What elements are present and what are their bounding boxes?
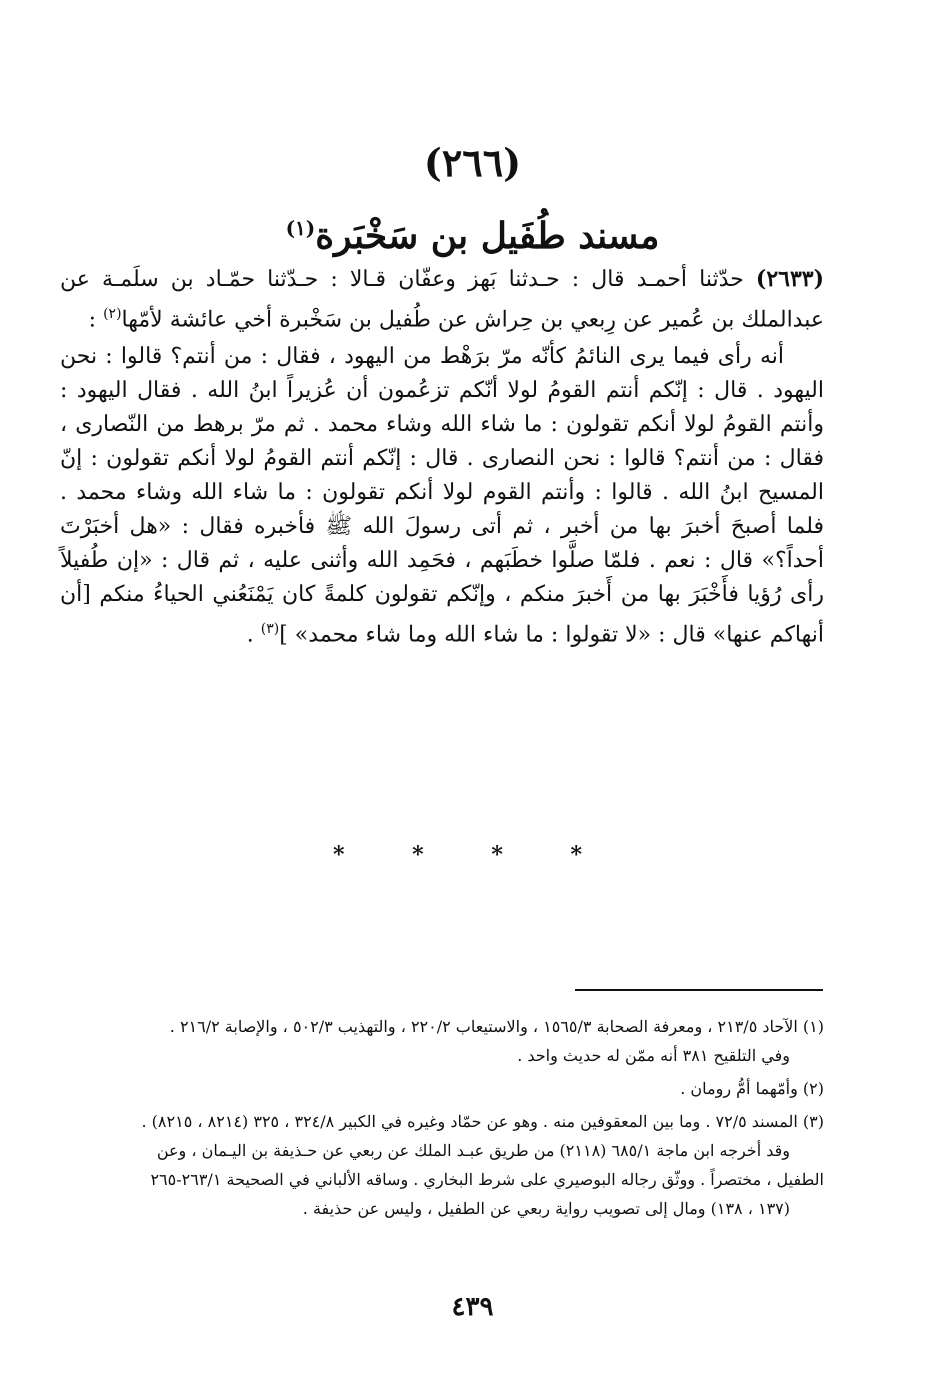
footnote-line: وفي التلقيح ٣٨١ أنه ممّن له حديث واحد . xyxy=(517,1046,790,1065)
footnote-line: (٣) المسند ٧٢/٥ . وما بين المعقوفين منه . وهو عن حمّاد وغيره في الكبير ٣٢٤/٨ ، ٣٢٥ (٨٢١٤ ، ٨٢١٥) . xyxy=(141,1112,824,1131)
hadith-matn-text: أنه رأى فيما يرى النائمُ كأنّه مرّ برَهْط من اليهود ، فقال : من أنتم؟ قالوا : نحن اليهود . قال : إنّكم أنتم القومُ لولا أنّكم تزعُمون أن عُزيراً ابنُ الله . فقال اليهود : وأنتم القومُ لولا أنكم تقولون : ما شاء الله وشاء محمد . ثم مرّ برهط من النّصارى ، فقال : من أنتم؟ قالوا : نحن النصارى . قال : إنّكم أنتم القومُ لولا أنكم تقولون : إنّ المسيح ابنُ الله . قالوا : وأنتم القوم لولا أنكم تقولون : ما شاء الله وشاء محمد . فلما أصبحَ أخبرَ بها من أخبر ، ثم أتى رسولَ الله ﷺ فأخبره فقال : «هل أخبَرْتَ أحداً؟» قال : نعم . فلمّا صلَّوا خطَبَهم ، فحَمِد الله وأثنى عليه ، ثم قال : «إن طُفيلاً رأى رُؤيا فأَخْبَرَ بها من أَخبرَ منكم ، وإنّكم تقولون كلمةً كان يَمْنَعُني الحياءُ منكم [أن أنهاكم عنها» قال : «لا تقولوا : ما شاء الله وما شاء محمد» ] xyxy=(60,344,824,648)
chapter-title-footnote-ref[interactable]: (١) xyxy=(285,216,316,240)
footnote-line: (٢) وأمّهما أمُّ رومان . xyxy=(680,1079,824,1098)
chapter-title-text: مسند طُفَيل بن سَخْبَرة xyxy=(315,215,660,257)
footnote-line: وقد أخرجه ابن ماجة ٦٨٥/١ (٢١١٨) من طريق عبـد الملك عن ربعي عن حـذيفة بن اليـمان ، وعن xyxy=(156,1141,790,1160)
matn-footnote-ref[interactable]: (٣) xyxy=(260,621,280,637)
chapter-number: (٢٦٦) xyxy=(423,140,522,185)
isnad-footnote-ref[interactable]: (٢) xyxy=(103,306,122,322)
isnad-end: : xyxy=(88,307,104,333)
chapter-title xyxy=(0,200,945,264)
footnote-3 xyxy=(60,1107,824,1223)
footnote-line: الطفيل ، مختصراً . ووثّق رجاله البوصيري على شرط البخاري . وساقه الألباني في الصحيحة ٢٦٣/١-٢٦٥ xyxy=(150,1170,824,1189)
hadith-matn xyxy=(60,340,824,652)
hadith-isnad xyxy=(60,262,824,337)
footnote-divider xyxy=(575,989,823,991)
footnote-line: (١) الآحاد ٢١٣/٥ ، ومعرفة الصحابة ١٥٦٥/٣ ، والاستيعاب ٢٢٠/٢ ، والتهذيب ٥٠٢/٣ ، والإصابة ٢١٦/٢ . xyxy=(169,1017,824,1036)
footnotes xyxy=(60,1012,824,1227)
matn-end: . xyxy=(246,622,261,648)
hadith-number: (٢٦٣٣) xyxy=(755,266,824,292)
footnote-1 xyxy=(60,1012,824,1070)
page-number: ٤٣٩ xyxy=(451,1292,494,1322)
footnote-line: (١٣٧ ، ١٣٨) ومال إلى تصويب رواية ربعي عن الطفيل ، وليس عن حذيفة . xyxy=(302,1199,790,1218)
section-separator: * * * * xyxy=(333,842,612,868)
hadith-isnad-text: حدّثنا أحمـد قال : حـدثنا بَهز وعفّان قـالا : حـدّثنا حمّـاد بن سلَمـة عن عبدالملك بن عُمير عن رِبعي بن حِراش عن طُفيل بن سَخْبرة أخي عائشة لأمّها xyxy=(60,267,824,333)
footnote-2 xyxy=(60,1074,824,1103)
